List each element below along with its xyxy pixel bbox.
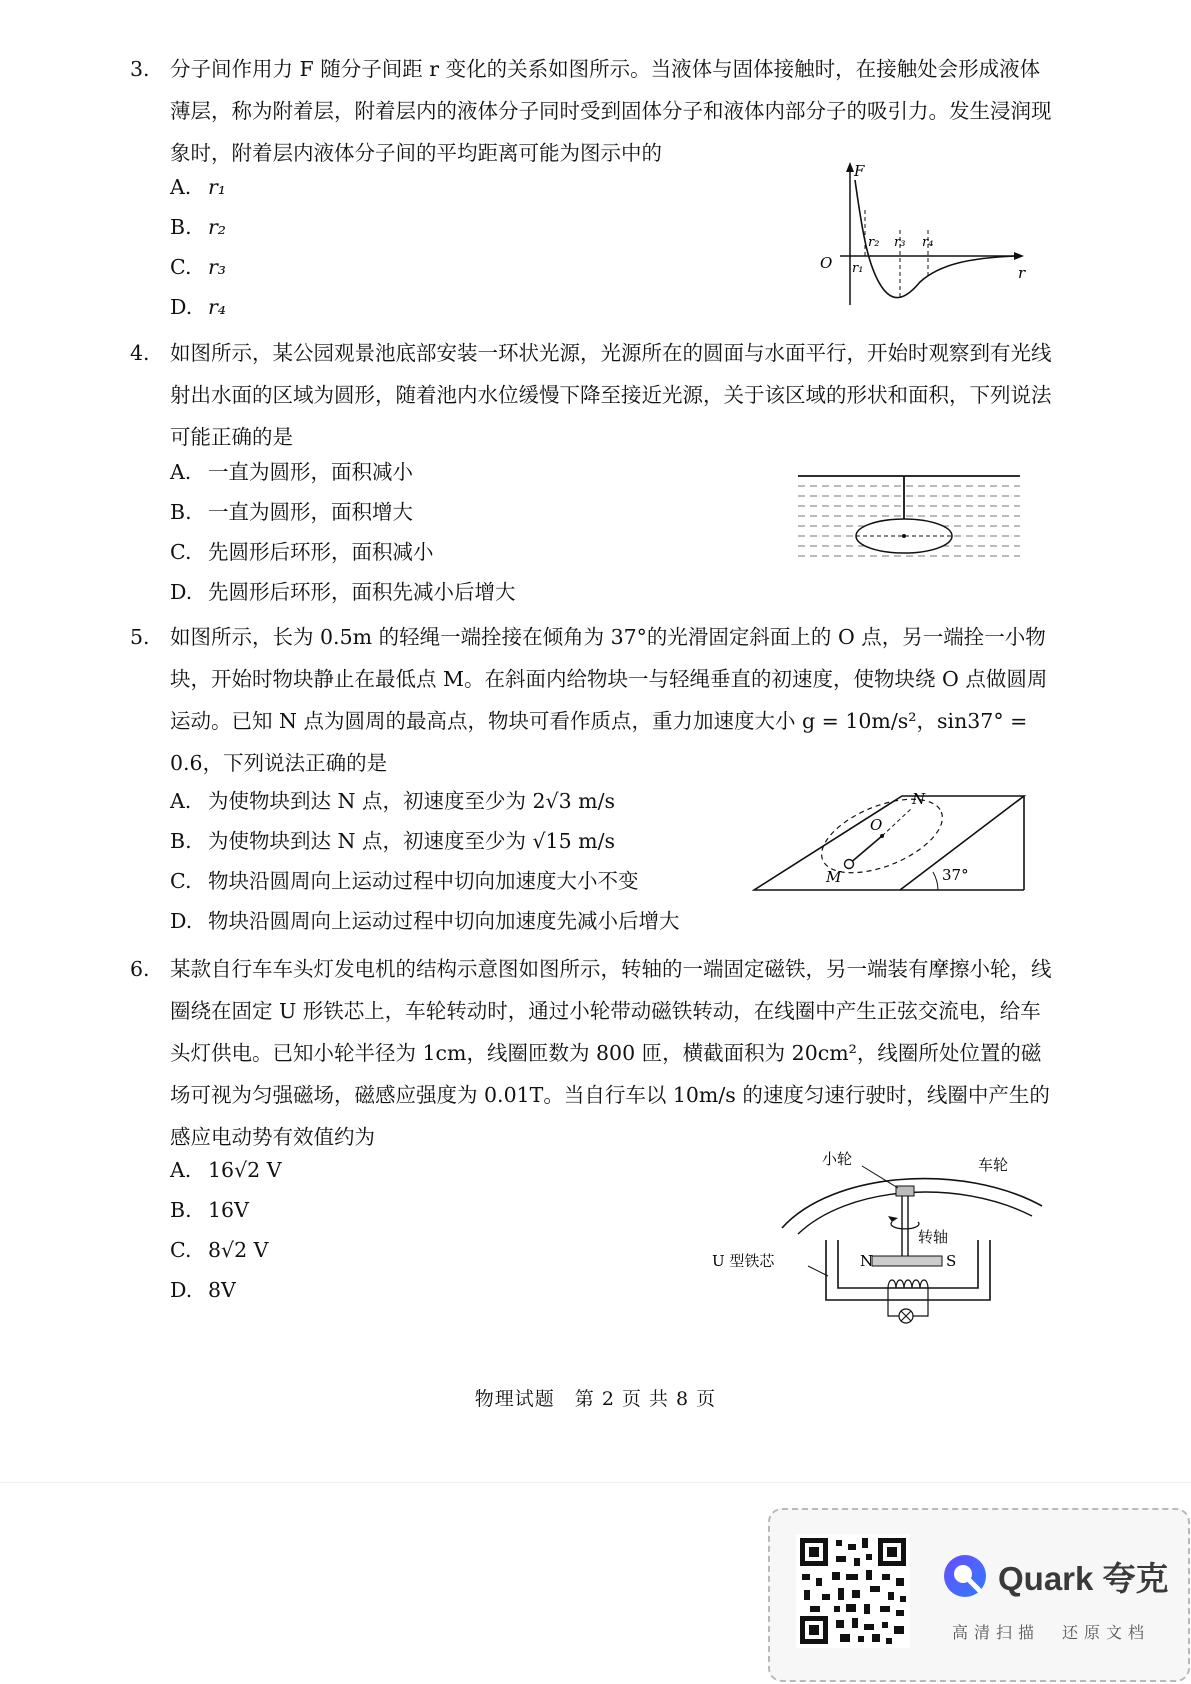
qr-code-icon [796, 1534, 910, 1648]
question-6 [130, 948, 1060, 1158]
u-core-label: U 型铁芯 [712, 1252, 775, 1270]
force-distance-graph [810, 160, 1030, 310]
option-d[interactable]: D. 物块沿圆周向上运动过程中切向加速度先减小后增大 [170, 909, 680, 933]
option-c[interactable]: C. r₃ [170, 255, 227, 279]
options-q4 [170, 452, 516, 612]
r2-label: r₂ [868, 235, 880, 250]
r3-label: r₃ [894, 235, 906, 250]
s-pole-label: S [946, 1252, 957, 1270]
option-c[interactable]: C. 8√2 V [170, 1238, 269, 1262]
shaft-label: 转轴 [918, 1228, 949, 1246]
r4-label: r₄ [922, 235, 934, 250]
question-number: 4. [130, 341, 150, 365]
origin-label: O [820, 254, 833, 272]
point-o-label: O [870, 816, 883, 834]
option-a[interactable]: A. r₁ [170, 175, 227, 199]
option-b[interactable]: B. r₂ [170, 215, 227, 239]
option-c[interactable]: C. 先圆形后环形，面积减小 [170, 540, 434, 564]
option-a[interactable]: A. 一直为圆形，面积减小 [170, 460, 413, 484]
axis-f-label: F [854, 162, 865, 180]
option-a[interactable]: A. 为使物块到达 N 点，初速度至少为 2√3 m/s [170, 789, 616, 813]
option-b[interactable]: B. 为使物块到达 N 点，初速度至少为 √15 m/s [170, 829, 616, 853]
quark-subtitle: 高清扫描 还原文档 [952, 1625, 1151, 1642]
options-q5 [170, 781, 680, 941]
divider [0, 1482, 1191, 1483]
option-b[interactable]: B. 一直为圆形，面积增大 [170, 500, 413, 524]
quark-wordmark: Quark 夸克 [998, 1559, 1169, 1597]
question-stem: 某款自行车车头灯发电机的结构示意图如图所示，转轴的一端固定磁铁，另一端装有摩擦小轮，线圈绕在固定 U 形铁芯上，车轮转动时，通过小轮带动磁铁转动，在线圈中产生正弦交流电，给车头灯供电。已知小轮半径为 1cm，线圈匝数为 800 匝，横截面积为 20cm²，线圈所处位置的磁场可视为匀强磁场，磁感应强度为 0.01T。当自行车以 10m/s 的速度匀速行驶时，线圈中产生的感应电动势有效值约为 [170, 957, 1052, 1149]
r1-label: r₁ [852, 261, 864, 276]
question-number: 3. [130, 57, 150, 81]
question-number: 6. [130, 957, 150, 981]
question-stem: 如图所示，某公园观景池底部安装一环状光源，光源所在的圆面与水面平行，开始时观察到有光线射出水面的区域为圆形，随着池内水位缓慢下降至接近光源，关于该区域的形状和面积，下列说法可能正确的是 [170, 341, 1052, 449]
question-stem: 如图所示，长为 0.5m 的轻绳一端拴接在倾角为 37°的光滑固定斜面上的 O 点，另一端拴一小物块，开始时物块静止在最低点 M。在斜面内给物块一与轻绳垂直的初速度，使物块绕 O 点做圆周运动。已知 N 点为圆周的最高点，物块可看作质点，重力加速度大小 g = 10m/s²，sin37° = 0.6，下列说法正确的是 [170, 625, 1048, 775]
small-wheel-label: 小轮 [822, 1150, 853, 1168]
quark-watermark [768, 1508, 1190, 1682]
option-d[interactable]: D. r₄ [170, 295, 227, 319]
question-5 [130, 616, 1060, 784]
page-footer: 物理试题 第 2 页 共 8 页 [474, 1388, 717, 1410]
incline-diagram [752, 788, 1032, 898]
point-m-label: M [826, 868, 842, 886]
options-q3 [170, 167, 226, 327]
wheel-label: 车轮 [978, 1156, 1009, 1174]
question-3 [130, 48, 1060, 174]
options-q6 [170, 1150, 282, 1310]
n-pole-label: N [860, 1252, 874, 1270]
angle-label: 37° [942, 866, 969, 884]
quark-brand [942, 1546, 1169, 1606]
block-m [845, 860, 854, 869]
quark-logo-icon [942, 1553, 988, 1599]
axis-r-label: r [1018, 264, 1026, 282]
option-d[interactable]: D. 8V [170, 1278, 236, 1302]
option-c[interactable]: C. 物块沿圆周向上运动过程中切向加速度大小不变 [170, 869, 639, 893]
pool-diagram [798, 468, 1024, 564]
option-b[interactable]: B. 16V [170, 1198, 249, 1222]
question-number: 5. [130, 625, 150, 649]
option-a[interactable]: A. 16√2 V [170, 1158, 282, 1182]
option-d[interactable]: D. 先圆形后环形，面积先减小后增大 [170, 580, 516, 604]
question-stem: 分子间作用力 F 随分子间距 r 变化的关系如图所示。当液体与固体接触时，在接触处会形成液体薄层，称为附着层，附着层内的液体分子同时受到固体分子和液体内部分子的吸引力。发生浸润现象时，附着层内液体分子间的平均距离可能为图示中的 [170, 57, 1052, 165]
bike-dynamo-diagram [712, 1148, 1058, 1340]
question-4 [130, 332, 1060, 458]
point-n-label: N [912, 790, 926, 808]
